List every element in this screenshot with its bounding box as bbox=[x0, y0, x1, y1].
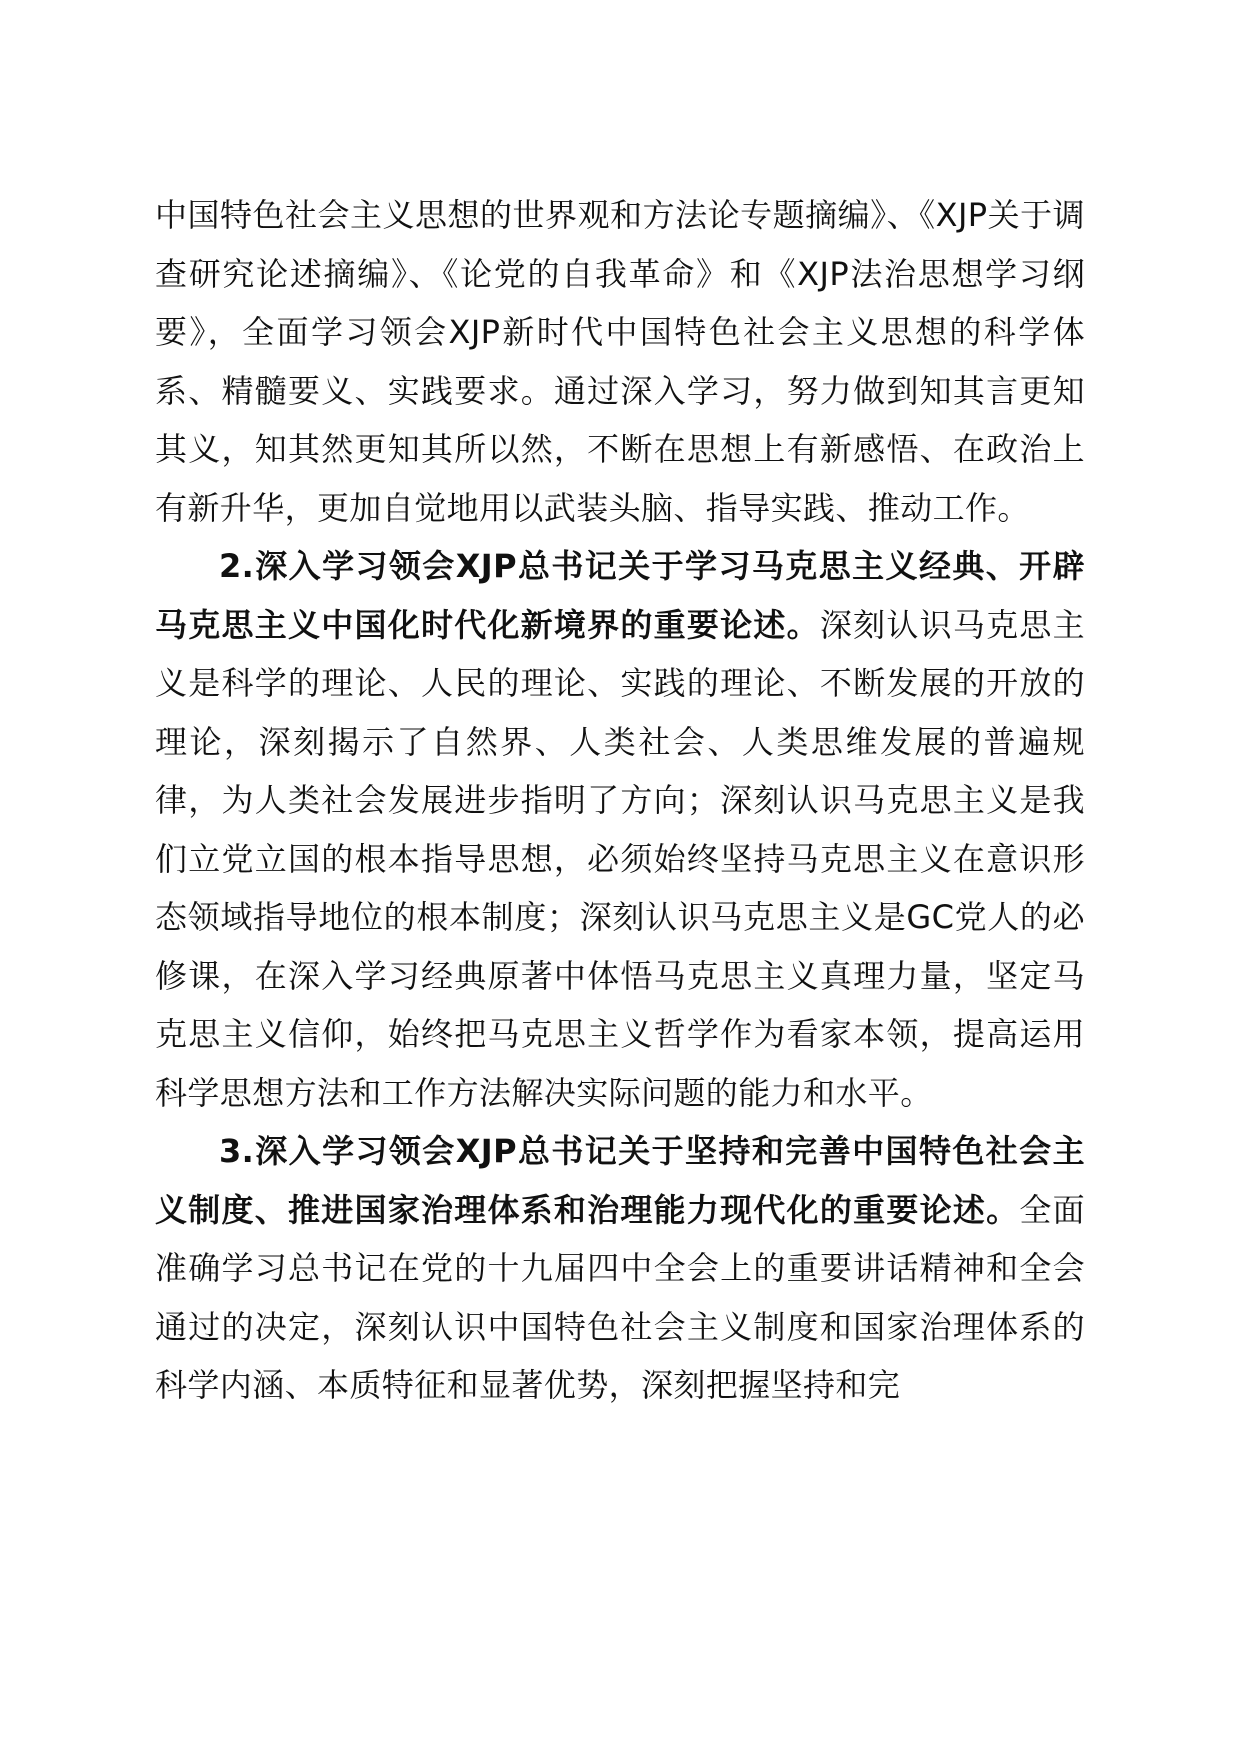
paragraph-3-heading: 3.深入学习领会XJP总书记关于坚持和完善中国特色社会主义制度、推进国家治理体系和治理能力现代化的重要论述。 bbox=[155, 1132, 1085, 1229]
paragraph-1 bbox=[155, 186, 1085, 537]
paragraph-2-heading: 2.深入学习领会XJP总书记关于学习马克思主义经典、开辟马克思主义中国化时代化新境界的重要论述。 bbox=[155, 547, 1085, 644]
paragraph-1-body: 中国特色社会主义思想的世界观和方法论专题摘编》、《XJP关于调查研究论述摘编》、《论党的自我革命》和《XJP法治思想学习纲要》，全面学习领会XJP新时代中国特色社会主义思想的科学体系、精髓要义、实践要求。通过深入学习，努力做到知其言更知其义，知其然更知其所以然，不断在思想上有新感悟、在政治上有新升华，更加自觉地用以武装头脑、指导实践、推动工作。 bbox=[155, 196, 1085, 527]
paragraph-2 bbox=[155, 537, 1085, 1122]
paragraph-2-body: 深刻认识马克思主义是科学的理论、人民的理论、实践的理论、不断发展的开放的理论，深刻揭示了自然界、人类社会、人类思维发展的普遍规律，为人类社会发展进步指明了方向；深刻认识马克思主义是我们立党立国的根本指导思想，必须始终坚持马克思主义在意识形态领域指导地位的根本制度；深刻认识马克思主义是GC党人的必修课，在深入学习经典原著中体悟马克思主义真理力量，坚定马克思主义信仰，始终把马克思主义哲学作为看家本领，提高运用科学思想方法和工作方法解决实际问题的能力和水平。 bbox=[155, 605, 1085, 1112]
paragraph-3 bbox=[155, 1122, 1085, 1415]
paragraph-3-body: 全面准确学习总书记在党的十九届四中全会上的重要讲话精神和全会通过的决定，深刻认识中国特色社会主义制度和国家治理体系的科学内涵、本质特征和显著优势，深刻把握坚持和完 bbox=[155, 1190, 1085, 1404]
document-page bbox=[155, 186, 1085, 1415]
